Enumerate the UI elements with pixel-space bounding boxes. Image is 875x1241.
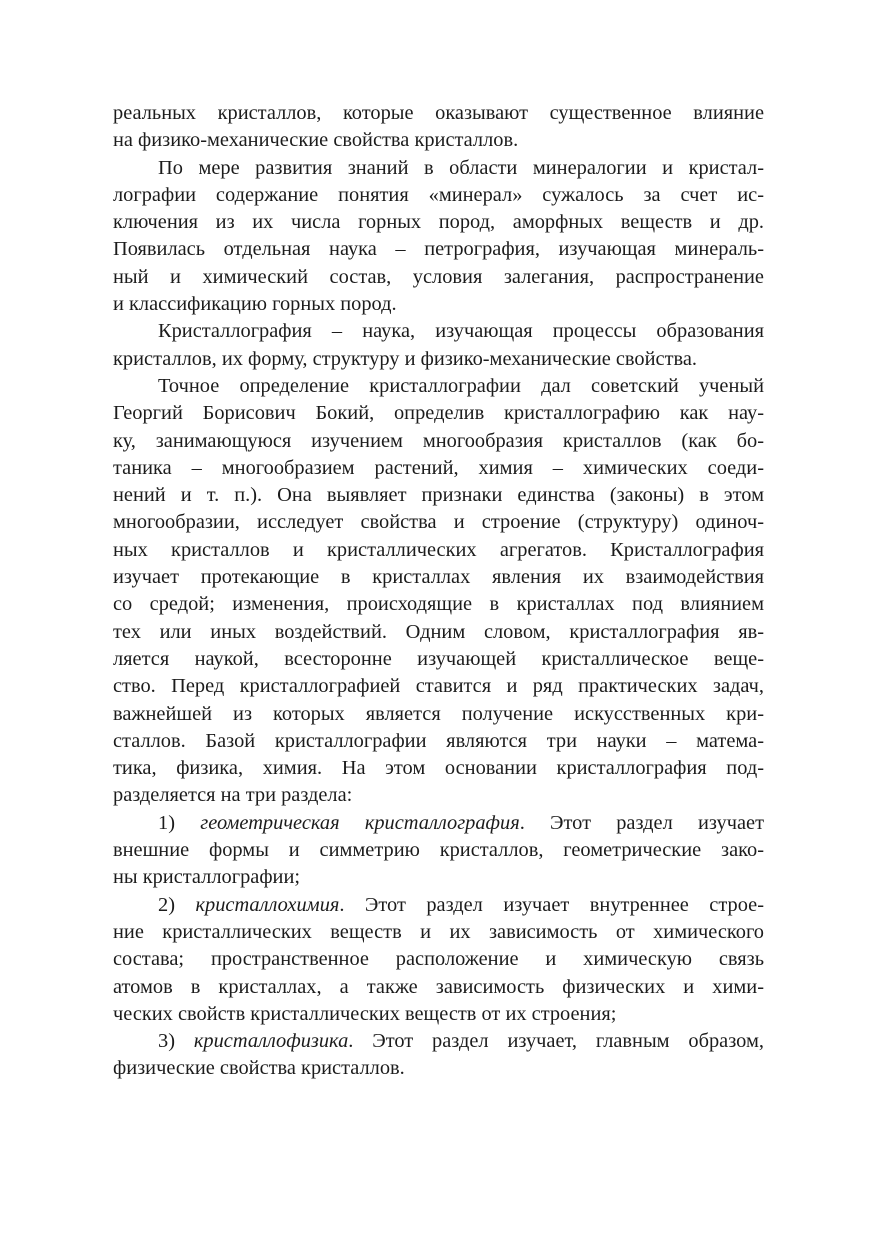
list-item-line: атомов в кристаллах, а также зависимость физических и хими- xyxy=(113,975,764,998)
list-item-description: . Этот раздел изучает xyxy=(519,811,764,834)
list-item-number: 2) xyxy=(158,893,175,916)
text-line: многообразии, исследует свойства и строение (структуру) одиноч- xyxy=(113,511,764,534)
text-line: таника – многообразием растений, химия – химических соеди- xyxy=(113,456,764,479)
list-item-first-line xyxy=(113,892,764,919)
text-line: тех или иных воздействий. Одним словом, кристаллография яв- xyxy=(113,620,764,643)
text-line: Кристаллография – наука, изучающая процессы образования xyxy=(158,320,764,343)
list-item-line: состава; пространственное расположение и химическую связь xyxy=(113,948,764,971)
list-item-first-line xyxy=(113,1028,764,1055)
list-item-line: физические свойства кристаллов. xyxy=(113,1057,405,1080)
text-line: ляется наукой, всесторонне изучающей кристаллическое веще- xyxy=(113,647,764,670)
list-item-term: кристаллофизика xyxy=(193,1030,349,1053)
list-item-term: геометрическая кристаллография xyxy=(200,811,520,834)
list-item-description: . Этот раздел изучает, главным образом, xyxy=(348,1030,764,1053)
text-line: Точное определение кристаллографии дал советский ученый xyxy=(158,374,764,397)
list-item-description: . Этот раздел изучает внутреннее строе- xyxy=(339,893,764,916)
text-line: Появилась отдельная наука – петрография, изучающая минераль- xyxy=(113,238,764,261)
text-line: изучает протекающие в кристаллах явления их взаимодействия xyxy=(113,566,764,589)
body-text xyxy=(113,100,764,810)
text-line: разделяется на три раздела: xyxy=(113,784,353,807)
text-line: лографии содержание понятия «минерал» сужалось за счет ис- xyxy=(113,183,764,206)
list-item-number: 1) xyxy=(158,811,175,834)
text-line: сталлов. Базой кристаллографии являются три науки – матема- xyxy=(113,729,764,752)
sections-list xyxy=(113,810,764,1083)
text-line: со средой; изменения, происходящие в кристаллах под влиянием xyxy=(113,593,764,616)
text-line: тика, физика, химия. На этом основании кристаллография под- xyxy=(113,757,764,780)
text-line: нений и т. п.). Она выявляет признаки единства (законы) в этом xyxy=(113,484,764,507)
text-line: ный и химический состав, условия залегания, распространение xyxy=(113,265,764,288)
text-line: важнейшей из которых является получение искусственных кри- xyxy=(113,702,764,725)
text-line: и классификацию горных пород. xyxy=(113,293,397,316)
document-page xyxy=(113,100,764,1083)
list-item-line: ческих свойств кристаллических веществ от их строения; xyxy=(113,1002,617,1025)
list-item-line: ние кристаллических веществ и их зависимость от химического xyxy=(113,920,764,943)
text-line: По мере развития знаний в области минералогии и кристал- xyxy=(158,156,764,179)
list-item-number: 3) xyxy=(158,1030,175,1053)
text-line: ку, занимающуюся изучением многообразия кристаллов (как бо- xyxy=(113,429,764,452)
text-line: на физико-механические свойства кристаллов. xyxy=(113,129,519,152)
list-item-line: внешние формы и симметрию кристаллов, геометрические зако- xyxy=(113,839,764,862)
list-item-first-line xyxy=(113,810,764,837)
text-line: ключения из их числа горных пород, аморфных веществ и др. xyxy=(113,211,764,234)
text-line: Георгий Борисович Бокий, определив кристаллографию как нау- xyxy=(113,402,764,425)
text-line: ство. Перед кристаллографией ставится и ряд практических задач, xyxy=(113,675,764,698)
text-line: кристаллов, их форму, структуру и физико-механические свойства. xyxy=(113,347,697,370)
list-item-term: кристаллохимия xyxy=(195,893,340,916)
text-line: ных кристаллов и кристаллических агрегатов. Кристаллография xyxy=(113,538,764,561)
list-item-line: ны кристаллографии; xyxy=(113,866,301,889)
text-line: реальных кристаллов, которые оказывают существенное влияние xyxy=(113,102,764,124)
